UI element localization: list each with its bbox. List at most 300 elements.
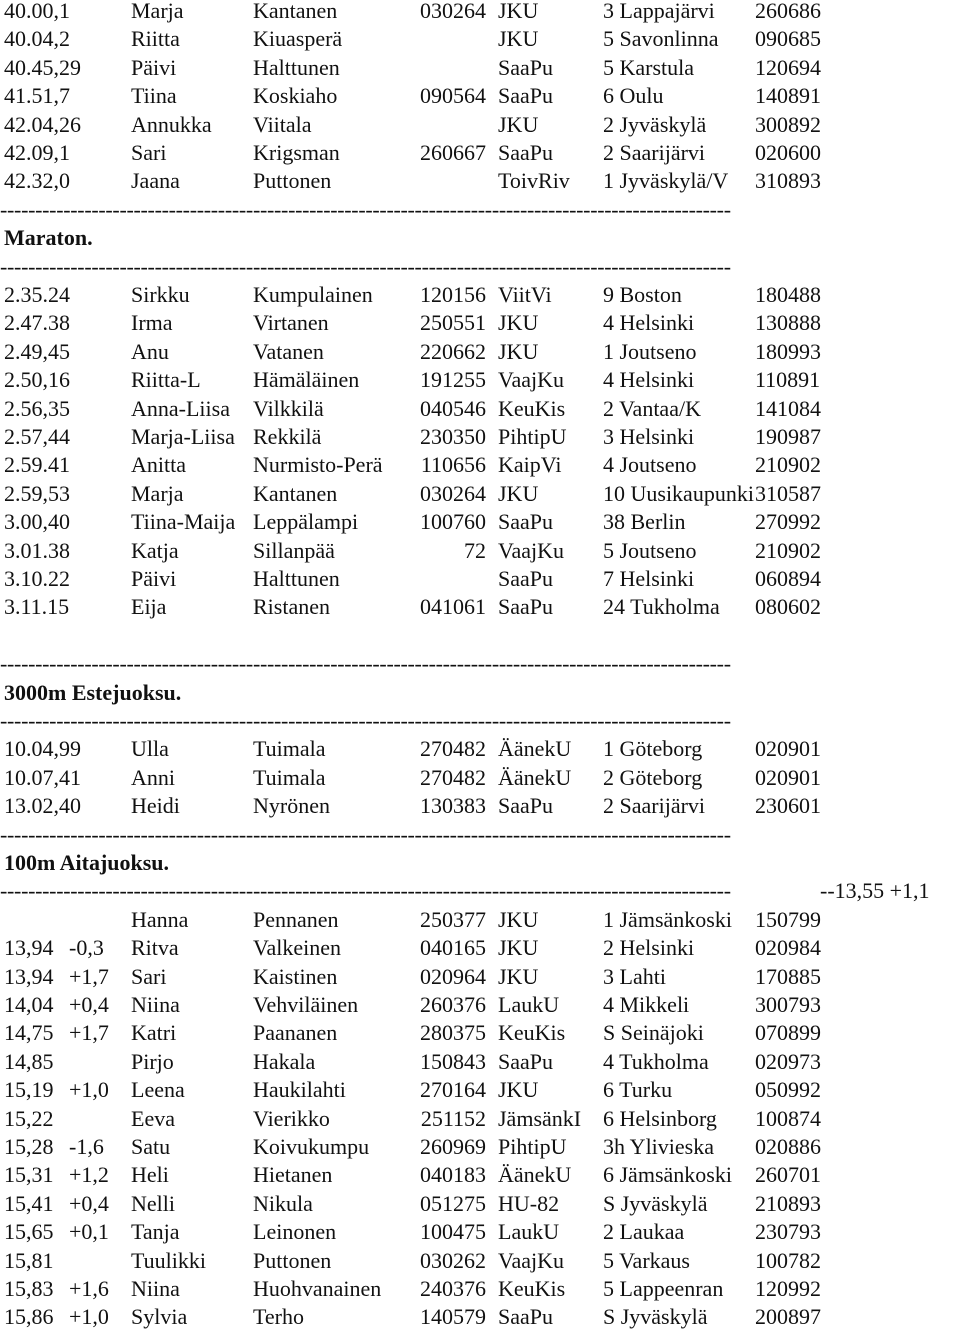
cell-club: HU-82 (498, 1191, 560, 1216)
cell-born: 020964 (420, 964, 486, 989)
cell-date: 270992 (755, 509, 821, 534)
cell-club: VaajKu (498, 367, 564, 392)
table-row (0, 1048, 960, 1076)
cell-time: 15,86 (4, 1304, 54, 1329)
cell-last: Tuimala (253, 736, 326, 761)
section-title-hurdles: 100m Aitajuoksu. (4, 850, 170, 875)
cell-date: 310587 (755, 481, 821, 506)
cell-place: 1 Jyväskylä/V (603, 168, 729, 193)
cell-born: 040165 (420, 935, 486, 960)
cell-first: Eeva (131, 1106, 175, 1131)
cell-first: Katja (131, 538, 179, 563)
table-row (0, 1019, 960, 1047)
cell-club: SaaPu (498, 55, 553, 80)
cell-club: ÄänekU (498, 736, 572, 761)
cell-first: Eija (131, 594, 167, 619)
cell-first: Pirjo (131, 1049, 174, 1074)
cell-first: Päivi (131, 55, 177, 80)
cell-place: 10 Uusikaupunki (603, 481, 754, 506)
cell-club: SaaPu (498, 509, 553, 534)
cell-place: 4 Joutseno (603, 452, 697, 477)
cell-born: 150843 (420, 1049, 486, 1074)
table-row (0, 906, 960, 934)
cell-first: Tuulikki (131, 1248, 207, 1273)
cell-last: Kaistinen (253, 964, 338, 989)
cell-date: 080602 (755, 594, 821, 619)
cell-born: 140579 (420, 1304, 486, 1329)
cell-born: 040183 (420, 1162, 486, 1187)
table-row (0, 1275, 960, 1303)
cell-place: 38 Berlin (603, 509, 686, 534)
cell-last: Vierikko (253, 1106, 330, 1131)
cell-date: 050992 (755, 1077, 821, 1102)
cell-club: SaaPu (498, 1049, 553, 1074)
cell-first: Tiina-Maija (131, 509, 236, 534)
cell-time: 42.09,1 (4, 140, 70, 165)
cell-date: 110891 (755, 367, 821, 392)
table-row (0, 537, 960, 565)
cell-last: Halttunen (253, 566, 340, 591)
cell-born: 260969 (420, 1134, 486, 1159)
cell-club: LaukU (498, 1219, 560, 1244)
cell-club: LaukU (498, 992, 560, 1017)
cell-time: 14,04 (4, 992, 54, 1017)
cell-club: SaaPu (498, 83, 553, 108)
cell-place: 2 Saarijärvi (603, 793, 706, 818)
cell-first: Marja-Liisa (131, 424, 235, 449)
cell-first: Heidi (131, 793, 180, 818)
cell-time: 13.02,40 (4, 793, 81, 818)
cell-wind: +1,0 (69, 1304, 109, 1329)
cell-date: 230601 (755, 793, 821, 818)
cell-time: 2.49,45 (4, 339, 70, 364)
cell-time: 3.10.22 (4, 566, 70, 591)
cell-place: 4 Mikkeli (603, 992, 690, 1017)
cell-place: 5 Karstula (603, 55, 695, 80)
cell-date: 020984 (755, 935, 821, 960)
table-row (0, 451, 960, 479)
cell-first: Tanja (131, 1219, 180, 1244)
cell-time: 14,85 (4, 1049, 54, 1074)
cell-time: 3.00,40 (4, 509, 70, 534)
cell-date: 020600 (755, 140, 821, 165)
cell-date: 150799 (755, 907, 821, 932)
cell-time: 2.50,16 (4, 367, 70, 392)
cell-first: Irma (131, 310, 173, 335)
table-row (0, 1303, 960, 1331)
cell-wind: +1,7 (69, 964, 109, 989)
table-row (0, 792, 960, 820)
cell-time: 15,81 (4, 1248, 54, 1273)
section-title-marathon: Maraton. (4, 225, 93, 250)
inline-result-line (0, 877, 960, 905)
cell-place: 6 Oulu (603, 83, 664, 108)
table-row (0, 1105, 960, 1133)
cell-first: Niina (131, 1276, 180, 1301)
cell-club: KeuKis (498, 396, 566, 421)
cell-wind: +1,6 (69, 1276, 109, 1301)
cell-place: 2 Göteborg (603, 765, 703, 790)
cell-place: 3 Lappajärvi (603, 0, 715, 23)
cell-last: Nurmisto-Perä (253, 452, 383, 477)
cell-club: ÄänekU (498, 1162, 572, 1187)
cell-time: 15,83 (4, 1276, 54, 1301)
cell-club: ÄänekU (498, 765, 572, 790)
cell-born: 110656 (420, 452, 486, 477)
cell-last: Rekkilä (253, 424, 322, 449)
cell-time: 15,65 (4, 1219, 54, 1244)
cell-last: Sillanpää (253, 538, 335, 563)
cell-last: Pennanen (253, 907, 339, 932)
cell-time: 14,75 (4, 1020, 54, 1045)
cell-club: KeuKis (498, 1276, 566, 1301)
cell-wind: +1,2 (69, 1162, 109, 1187)
cell-last: Vilkkilä (253, 396, 324, 421)
cell-club: JKU (498, 481, 539, 506)
separator-line: -------------------------------------------------------------------------------------------------------- (0, 651, 731, 676)
cell-born: 130383 (420, 793, 486, 818)
cell-first: Marja (131, 0, 184, 23)
cell-first: Riitta (131, 26, 180, 51)
cell-first: Annukka (131, 112, 212, 137)
cell-last: Halttunen (253, 55, 340, 80)
cell-date: 170885 (755, 964, 821, 989)
cell-last: Kantanen (253, 0, 338, 23)
table-row (0, 54, 960, 82)
cell-first: Nelli (131, 1191, 175, 1216)
cell-date: 060894 (755, 566, 821, 591)
cell-last: Terho (253, 1304, 304, 1329)
cell-club: ToivRiv (498, 168, 570, 193)
cell-wind: +0,4 (69, 992, 109, 1017)
cell-last: Puttonen (253, 168, 332, 193)
table-row (0, 1076, 960, 1104)
cell-date: 260686 (755, 0, 821, 23)
cell-place: 2 Laukaa (603, 1219, 685, 1244)
cell-club: SaaPu (498, 793, 553, 818)
table-row (0, 934, 960, 962)
cell-last: Puttonen (253, 1248, 332, 1273)
cell-place: 3h Ylivieska (603, 1134, 714, 1159)
cell-place: 4 Helsinki (603, 367, 695, 392)
separator-line: -------------------------------------------------------------------------------------------------------- (0, 878, 731, 903)
cell-born: 260667 (420, 140, 486, 165)
cell-first: Tiina (131, 83, 177, 108)
cell-club: JKU (498, 907, 539, 932)
cell-club: JKU (498, 964, 539, 989)
cell-last: Valkeinen (253, 935, 341, 960)
table-row (0, 1218, 960, 1246)
cell-place: 3 Lahti (603, 964, 666, 989)
cell-club: JKU (498, 0, 539, 23)
cell-club: JKU (498, 310, 539, 335)
cell-last: Krigsman (253, 140, 340, 165)
table-row (0, 991, 960, 1019)
cell-time: 42.32,0 (4, 168, 70, 193)
cell-place: S Jyväskylä (603, 1304, 708, 1329)
cell-first: Riitta-L (131, 367, 201, 392)
cell-date: 200897 (755, 1304, 821, 1329)
table-row (0, 735, 960, 763)
cell-time: 15,19 (4, 1077, 54, 1102)
cell-place: 7 Helsinki (603, 566, 695, 591)
cell-club: SaaPu (498, 140, 553, 165)
cell-time: 3.01.38 (4, 538, 70, 563)
cell-born: 270164 (420, 1077, 486, 1102)
cell-club: JKU (498, 1077, 539, 1102)
cell-time: 2.59,53 (4, 481, 70, 506)
cell-last: Vehviläinen (253, 992, 359, 1017)
cell-place: 5 Varkaus (603, 1248, 690, 1273)
cell-club: ViitVi (498, 282, 552, 307)
table-row (0, 309, 960, 337)
cell-date: 020901 (755, 736, 821, 761)
cell-last: Kantanen (253, 481, 338, 506)
cell-last: Koivukumpu (253, 1134, 370, 1159)
cell-date: 300793 (755, 992, 821, 1017)
cell-wind: +1,0 (69, 1077, 109, 1102)
table-row (0, 281, 960, 309)
cell-date: 310893 (755, 168, 821, 193)
cell-time: 13,94 (4, 935, 54, 960)
cell-born: 100760 (420, 509, 486, 534)
cell-born: 090564 (420, 83, 486, 108)
table-row (0, 764, 960, 792)
cell-last: Koskiaho (253, 83, 338, 108)
cell-born: 251152 (420, 1106, 486, 1131)
cell-born: 040546 (420, 396, 486, 421)
table-row (0, 338, 960, 366)
cell-club: JKU (498, 935, 539, 960)
cell-date: 070899 (755, 1020, 821, 1045)
cell-club: KeuKis (498, 1020, 566, 1045)
table-row (0, 167, 960, 195)
cell-place: 1 Jämsänkoski (603, 907, 732, 932)
cell-club: SaaPu (498, 566, 553, 591)
cell-date: 180488 (755, 282, 821, 307)
cell-last: Virtanen (253, 310, 329, 335)
cell-born: 72 (464, 538, 486, 563)
cell-place: 3 Helsinki (603, 424, 695, 449)
cell-time: 42.04,26 (4, 112, 81, 137)
cell-born: 280375 (420, 1020, 486, 1045)
cell-first: Sari (131, 140, 167, 165)
cell-last: Ristanen (253, 594, 330, 619)
cell-club: JämsänkI (498, 1106, 582, 1131)
cell-date: 120992 (755, 1276, 821, 1301)
cell-last: Nikula (253, 1191, 313, 1216)
table-row (0, 963, 960, 991)
cell-time: 10.07,41 (4, 765, 81, 790)
table-row (0, 565, 960, 593)
cell-time: 15,22 (4, 1106, 54, 1131)
table-row (0, 480, 960, 508)
cell-last: Haukilahti (253, 1077, 346, 1102)
cell-last: Kiuasperä (253, 26, 343, 51)
cell-place: 2 Jyväskylä (603, 112, 707, 137)
cell-place: S Seinäjoki (603, 1020, 704, 1045)
cell-place: 6 Turku (603, 1077, 673, 1102)
cell-club: SaaPu (498, 594, 553, 619)
cell-born: 030264 (420, 481, 486, 506)
cell-born: 100475 (420, 1219, 486, 1244)
cell-first: Anu (131, 339, 169, 364)
cell-born: 270482 (420, 765, 486, 790)
cell-place: 4 Helsinki (603, 310, 695, 335)
cell-date: 020973 (755, 1049, 821, 1074)
table-row (0, 25, 960, 53)
cell-first: Leena (131, 1077, 185, 1102)
cell-date: 230793 (755, 1219, 821, 1244)
cell-date: 210902 (755, 452, 821, 477)
cell-first: Anitta (131, 452, 186, 477)
cell-place: 4 Tukholma (603, 1049, 709, 1074)
cell-born: 030262 (420, 1248, 486, 1273)
cell-date: 100782 (755, 1248, 821, 1273)
cell-last: Hietanen (253, 1162, 333, 1187)
cell-time: 40.00,1 (4, 0, 70, 23)
cell-time: 40.04,2 (4, 26, 70, 51)
cell-first: Anna-Liisa (131, 396, 230, 421)
cell-first: Satu (131, 1134, 171, 1159)
separator-line: -------------------------------------------------------------------------------------------------------- (0, 708, 731, 733)
cell-time: 13,94 (4, 964, 54, 989)
cell-first: Heli (131, 1162, 169, 1187)
cell-date: 210902 (755, 538, 821, 563)
cell-born: 051275 (420, 1191, 486, 1216)
cell-wind: +1,7 (69, 1020, 109, 1045)
cell-first: Ulla (131, 736, 169, 761)
table-row (0, 0, 960, 25)
cell-time: 2.47.38 (4, 310, 70, 335)
cell-date: 190987 (755, 424, 821, 449)
cell-time: 2.35.24 (4, 282, 70, 307)
cell-time: 40.45,29 (4, 55, 81, 80)
cell-first: Marja (131, 481, 184, 506)
table-row (0, 111, 960, 139)
cell-wind: +0,1 (69, 1219, 109, 1244)
cell-place: 9 Boston (603, 282, 682, 307)
cell-club: KaipVi (498, 452, 562, 477)
cell-born: 250551 (420, 310, 486, 335)
table-row (0, 139, 960, 167)
cell-date: 140891 (755, 83, 821, 108)
separator-line: -------------------------------------------------------------------------------------------------------- (0, 197, 731, 222)
cell-first: Niina (131, 992, 180, 1017)
cell-last: Vatanen (253, 339, 324, 364)
cell-time: 2.57,44 (4, 424, 70, 449)
cell-last: Hämäläinen (253, 367, 360, 392)
cell-club: VaajKu (498, 1248, 564, 1273)
cell-place: 5 Joutseno (603, 538, 697, 563)
cell-first: Jaana (131, 168, 180, 193)
cell-club: PihtipU (498, 1134, 567, 1159)
cell-born: 240376 (420, 1276, 486, 1301)
cell-last: Viitala (253, 112, 312, 137)
cell-first: Sylvia (131, 1304, 188, 1329)
separator-line: -------------------------------------------------------------------------------------------------------- (0, 822, 731, 847)
cell-place: 2 Vantaa/K (603, 396, 701, 421)
cell-date: 020886 (755, 1134, 821, 1159)
cell-place: 1 Göteborg (603, 736, 703, 761)
table-row (0, 423, 960, 451)
cell-time: 15,41 (4, 1191, 54, 1216)
cell-club: VaajKu (498, 538, 564, 563)
cell-club: SaaPu (498, 1304, 553, 1329)
cell-born: 250377 (420, 907, 486, 932)
cell-first: Hanna (131, 907, 189, 932)
table-row (0, 1190, 960, 1218)
cell-last: Paananen (253, 1020, 338, 1045)
cell-born: 041061 (420, 594, 486, 619)
cell-last: Kumpulainen (253, 282, 373, 307)
cell-place: 1 Joutseno (603, 339, 697, 364)
cell-last: Huohvanainen (253, 1276, 382, 1301)
cell-place: 2 Saarijärvi (603, 140, 706, 165)
cell-date: 210893 (755, 1191, 821, 1216)
cell-place: 24 Tukholma (603, 594, 720, 619)
cell-first: Sirkku (131, 282, 190, 307)
cell-date: 090685 (755, 26, 821, 51)
cell-place: 6 Jämsänkoski (603, 1162, 732, 1187)
table-row (0, 366, 960, 394)
cell-born: 191255 (420, 367, 486, 392)
cell-born: 270482 (420, 736, 486, 761)
cell-place: 2 Helsinki (603, 935, 695, 960)
cell-date: 180993 (755, 339, 821, 364)
cell-date: 100874 (755, 1106, 821, 1131)
cell-wind: +0,4 (69, 1191, 109, 1216)
inline-result: --13,55 +1,1 (820, 878, 930, 903)
cell-club: PihtipU (498, 424, 567, 449)
table-row (0, 593, 960, 621)
cell-last: Nyrönen (253, 793, 330, 818)
cell-born: 260376 (420, 992, 486, 1017)
separator-line: -------------------------------------------------------------------------------------------------------- (0, 254, 731, 279)
cell-time: 2.59.41 (4, 452, 70, 477)
cell-first: Ritva (131, 935, 179, 960)
cell-place: 6 Helsinborg (603, 1106, 717, 1131)
table-row (0, 1161, 960, 1189)
cell-club: JKU (498, 112, 539, 137)
cell-last: Leppälampi (253, 509, 359, 534)
cell-date: 300892 (755, 112, 821, 137)
table-row (0, 1247, 960, 1275)
table-row (0, 395, 960, 423)
cell-date: 260701 (755, 1162, 821, 1187)
cell-date: 020901 (755, 765, 821, 790)
cell-date: 130888 (755, 310, 821, 335)
cell-last: Leinonen (253, 1219, 337, 1244)
section-title-steeple: 3000m Estejuoksu. (4, 680, 182, 705)
cell-club: JKU (498, 339, 539, 364)
cell-date: 120694 (755, 55, 821, 80)
cell-first: Anni (131, 765, 175, 790)
cell-last: Tuimala (253, 765, 326, 790)
cell-place: 5 Lappeenran (603, 1276, 724, 1301)
cell-first: Sari (131, 964, 167, 989)
cell-first: Katri (131, 1020, 177, 1045)
cell-last: Hakala (253, 1049, 316, 1074)
cell-born: 220662 (420, 339, 486, 364)
cell-club: JKU (498, 26, 539, 51)
cell-time: 41.51,7 (4, 83, 70, 108)
cell-wind: -0,3 (69, 935, 104, 960)
cell-wind: -1,6 (69, 1134, 104, 1159)
cell-time: 15,28 (4, 1134, 54, 1159)
cell-born: 120156 (420, 282, 486, 307)
cell-time: 2.56,35 (4, 396, 70, 421)
